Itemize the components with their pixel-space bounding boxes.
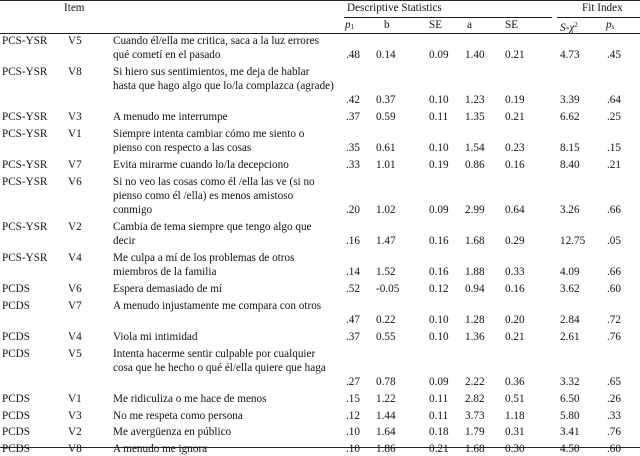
b-cell: 1.52 [376,266,396,279]
se-a-cell: 0.31 [505,426,525,439]
table-row [0,34,640,62]
se-a-cell: 0.23 [505,142,525,155]
item-code-cell: V1 [68,128,82,140]
descriptive-underline [344,17,552,18]
col-header-se-b: SE [429,19,443,31]
a-cell: 1.79 [465,426,485,439]
item-text-cell: Me culpa a mí de los problemas de otros miembros de la familia [113,252,295,279]
item-text-cell: Evita mirarme cuando lo/la decepciono [113,159,289,171]
a-cell: 1.35 [465,111,485,124]
item-code-cell: V6 [68,175,82,188]
a-cell: 1.68 [465,443,485,456]
se-b-cell: 0.16 [429,235,449,248]
scale-cell: PCDS [2,299,30,312]
se-a-cell: 0.64 [505,204,525,217]
ps-cell: .64 [607,94,621,107]
scale-cell: PCS-YSR [2,35,48,47]
col-header-a: a [467,19,472,31]
scale-cell: PCDS [2,347,30,360]
p1-cell: .37 [346,111,360,124]
ps-cell: .72 [607,313,621,326]
ps-cell: .15 [607,142,621,155]
ps-cell: .76 [607,426,621,439]
ps-cell: .76 [607,330,621,343]
se-b-cell: 0.16 [429,266,449,279]
col-header-descriptive: Descriptive Statistics [347,2,442,14]
item-text-cell: Espera demasiado de mí [113,283,223,295]
se-a-cell: 0.29 [505,235,525,248]
p1-cell: .14 [346,266,360,279]
item-code-cell: V5 [68,347,82,360]
s-chi2-cell: 5.80 [560,409,580,422]
col-header-fit: Fit Index [582,2,623,14]
scale-cell: PCS-YSR [2,252,48,264]
s-chi2-cell: 3.62 [560,283,580,295]
se-a-cell: 0.21 [505,49,525,62]
table-row [0,251,640,279]
se-b-cell: 0.19 [429,159,449,171]
ps-cell: .66 [607,204,621,217]
se-b-cell: 0.10 [429,330,449,343]
p1-cell: .52 [346,283,360,295]
se-b-cell: 0.11 [429,111,449,124]
col-header-se-a: SE [505,19,519,31]
p1-cell: .10 [346,443,360,456]
a-cell: 2.22 [465,375,485,388]
scale-cell: PCS-YSR [2,159,48,171]
a-cell: 2.82 [465,392,485,405]
se-a-cell: 1.18 [505,409,525,422]
item-code-cell: V5 [68,35,82,47]
se-a-cell: 0.21 [505,330,525,343]
item-text-cell: Siempre intenta cambiar cómo me siento o pienso con respecto a las cosas [113,128,305,155]
s-chi2-cell: 4.09 [560,266,580,279]
se-a-cell: 0.16 [505,283,525,295]
s-chi2-cell: 2.61 [560,330,580,343]
ps-cell: .60 [607,283,621,295]
item-code-cell: V1 [68,392,82,405]
table-row [0,282,640,296]
a-cell: 2.99 [465,204,485,217]
se-a-cell: 0.16 [505,159,525,171]
p1-cell: .37 [346,330,360,343]
a-cell: 1.23 [465,94,485,107]
se-b-cell: 0.09 [429,49,449,62]
se-a-cell: 0.51 [505,392,525,405]
p1-cell: .42 [346,94,360,107]
ps-cell: .60 [607,443,621,456]
item-text-cell: No me respeta como persona [113,409,243,422]
scale-cell: PCS-YSR [2,66,48,78]
a-cell: 1.88 [465,266,485,279]
ps-cell: .25 [607,111,621,124]
p1-cell: .20 [346,204,360,217]
col-header-b: b [384,19,390,31]
se-b-cell: 0.11 [429,392,449,405]
se-b-cell: 0.18 [429,426,449,439]
item-code-cell: V2 [68,221,82,233]
se-a-cell: 0.19 [505,94,525,107]
s-chi2-cell: 6.62 [560,111,580,124]
ps-cell: .05 [607,235,621,248]
p1-cell: .48 [346,49,360,62]
item-code-cell: V7 [68,159,82,171]
p1-cell: .47 [346,313,360,326]
item-text-cell: A menudo me ignora [113,443,208,456]
b-cell: 0.22 [376,313,396,326]
top-rule [0,0,640,1]
ps-cell: .21 [607,159,621,171]
table-row [0,110,640,124]
p1-cell: .33 [346,159,360,171]
scale-cell: PCDS [2,443,30,456]
se-b-cell: 0.09 [429,204,449,217]
s-chi2-cell: 12.75 [560,235,586,248]
col-header-p1: p1 [345,19,355,31]
item-code-cell: V3 [68,111,82,124]
b-cell: 1.64 [376,426,396,439]
b-cell: 1.86 [376,443,396,456]
item-text-cell: Cuando él/ella me critica, saca a la luz errores qué cometí en el pasado [113,35,319,62]
se-b-cell: 0.10 [429,94,449,107]
ps-cell: .45 [607,49,621,62]
se-b-cell: 0.09 [429,375,449,388]
item-text-cell: Cambia de tema siempre que tengo algo que decir [113,221,312,248]
a-cell: 1.36 [465,330,485,343]
table-row [0,330,640,344]
s-chi2-cell: 4.50 [560,443,580,456]
item-code-cell: V2 [68,426,82,439]
p1-cell: .16 [346,235,360,248]
s-chi2-cell: 2.84 [560,313,580,326]
se-b-cell: 0.10 [429,142,449,155]
item-text-cell: Viola mi intimidad [113,330,198,343]
scale-cell: PCDS [2,392,30,405]
b-cell: 0.78 [376,375,396,388]
table-row [0,220,640,248]
a-cell: 1.68 [465,235,485,248]
p1-cell: .15 [346,392,360,405]
s-chi2-cell: 8.40 [560,159,580,171]
b-cell: 0.55 [376,330,396,343]
se-a-cell: 0.33 [505,266,525,279]
scale-cell: PCS-YSR [2,175,48,188]
item-text-cell: Si no veo las cosas como él /ella las ve (si no pienso como él /ella) es menos amistoso conmigo [113,175,315,217]
se-a-cell: 0.20 [505,313,525,326]
se-a-cell: 0.36 [505,375,525,388]
se-b-cell: 0.12 [429,283,449,295]
item-text-cell: Si hiero sus sentimientos, me deja de hablar hasta que hago algo que lo/la complazca (agrade) [113,66,334,93]
item-text-cell: Me ridiculiza o me hace de menos [113,392,267,405]
a-cell: 1.40 [465,49,485,62]
scale-cell: PCDS [2,409,30,422]
table-row [0,65,640,108]
se-b-cell: 0.11 [429,409,449,422]
s-chi2-cell: 4.73 [560,49,580,62]
s-chi2-cell: 3.32 [560,375,580,388]
b-cell: 0.61 [376,142,396,155]
se-b-cell: 0.10 [429,313,449,326]
ps-cell: .65 [607,375,621,388]
b-cell: -0.05 [376,283,400,295]
table-row [0,409,640,423]
a-cell: 3.73 [465,409,485,422]
ps-cell: .33 [607,409,621,422]
item-text-cell: A menudo injustamente me compara con otros [113,299,322,312]
scale-cell: PCS-YSR [2,128,48,140]
b-cell: 0.14 [376,49,396,62]
se-b-cell: 0.21 [429,443,449,456]
table-row [0,127,640,155]
scale-cell: PCS-YSR [2,111,48,124]
col-header-s-chi2: $S-\chi^2$ [560,21,578,34]
item-code-cell: V3 [68,409,82,422]
a-cell: 1.28 [465,313,485,326]
item-text-cell: A menudo me interrumpe [113,111,228,124]
a-cell: 0.86 [465,159,485,171]
item-code-cell: V4 [68,330,82,343]
s-chi2-cell: 6.50 [560,392,580,405]
se-a-cell: 0.21 [505,111,525,124]
b-cell: 1.44 [376,409,396,422]
b-cell: 1.47 [376,235,396,248]
item-code-cell: V4 [68,252,82,264]
p1-cell: .35 [346,142,360,155]
table-row [0,299,640,327]
item-code-cell: V8 [68,66,82,78]
se-a-cell: 0.30 [505,443,525,456]
table-row [0,158,640,172]
col-header-ps: ps [606,19,615,31]
p1-cell: .10 [346,426,360,439]
table-row [0,425,640,439]
s-chi2-cell: 3.26 [560,204,580,217]
item-code-cell: V6 [68,283,82,295]
item-text-cell: Intenta hacerme sentir culpable por cualquier cosa que he hecho o qué él/ella quiere que haga [113,347,326,374]
item-code-cell: V8 [68,443,82,456]
b-cell: 1.22 [376,392,396,405]
s-chi2-cell: 3.39 [560,94,580,107]
p1-cell: .27 [346,375,360,388]
table-row [0,442,640,456]
a-cell: 0.94 [465,283,485,295]
scale-cell: PCDS [2,426,30,439]
s-chi2-cell: 3.41 [560,426,580,439]
scale-cell: PCDS [2,283,30,295]
b-cell: 0.37 [376,94,396,107]
b-cell: 1.02 [376,204,396,217]
ps-cell: .26 [607,392,621,405]
table-row [0,175,640,218]
a-cell: 1.54 [465,142,485,155]
item-text-cell: Me avergüenza en público [113,426,232,439]
scale-cell: PCS-YSR [2,221,48,233]
item-code-cell: V7 [68,299,82,312]
b-cell: 0.59 [376,111,396,124]
s-chi2-cell: 8.15 [560,142,580,155]
fit-underline [557,17,640,18]
col-header-item: Item [64,2,85,14]
p1-cell: .12 [346,409,360,422]
b-cell: 1.01 [376,159,396,171]
table-row [0,347,640,390]
table-row [0,392,640,406]
scale-cell: PCDS [2,330,30,343]
ps-cell: .66 [607,266,621,279]
